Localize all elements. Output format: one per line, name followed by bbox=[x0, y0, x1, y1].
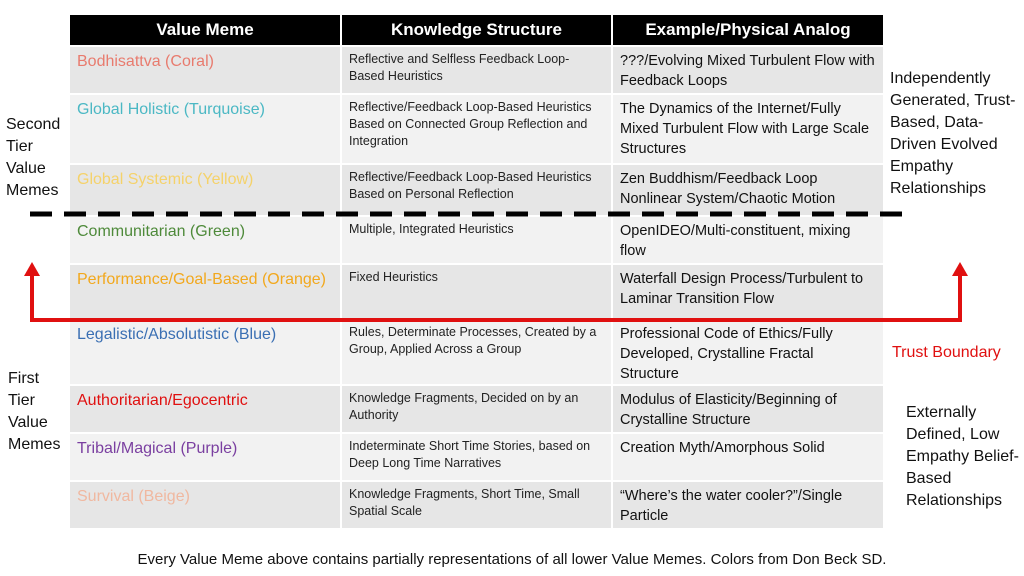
knowledge-cell: Indeterminate Short Time Stories, based on Deep Long Time Narratives bbox=[342, 432, 613, 480]
knowledge-cell: Knowledge Fragments, Short Time, Small Spatial Scale bbox=[342, 480, 613, 528]
trust-boundary-label: Trust Boundary bbox=[892, 344, 1001, 361]
analog-cell: OpenIDEO/Multi-constituent, mixing flow bbox=[613, 215, 883, 263]
meme-cell: Performance/Goal-Based (Orange) bbox=[70, 263, 342, 318]
meme-cell: Legalistic/Absolutistic (Blue) bbox=[70, 318, 342, 384]
analog-cell: The Dynamics of the Internet/Fully Mixed Turbulent Flow with Large Scale Structures bbox=[613, 93, 883, 163]
left-up-arrowhead bbox=[24, 262, 40, 276]
analog-cell: Creation Myth/Amorphous Solid bbox=[613, 432, 883, 480]
analog-cell: Waterfall Design Process/Turbulent to Laminar Transition Flow bbox=[613, 263, 883, 318]
trust-boundary-line bbox=[32, 272, 960, 320]
right-up-arrowhead bbox=[952, 262, 968, 276]
knowledge-cell: Multiple, Integrated Heuristics bbox=[342, 215, 613, 263]
meme-cell: Global Holistic (Turquoise) bbox=[70, 93, 342, 163]
analog-cell: ???/Evolving Mixed Turbulent Flow with Feedback Loops bbox=[613, 45, 883, 93]
header-knowledge-structure: Knowledge Structure bbox=[342, 15, 613, 45]
header-example-analog: Example/Physical Analog bbox=[613, 15, 883, 45]
knowledge-cell: Knowledge Fragments, Decided on by an Authority bbox=[342, 384, 613, 432]
meme-cell: Survival (Beige) bbox=[70, 480, 342, 528]
meme-cell: Communitarian (Green) bbox=[70, 215, 342, 263]
lower-relationships-label: Externally Defined, Low Empathy Belief-Based Relationships bbox=[906, 404, 1019, 509]
header-value-meme: Value Meme bbox=[70, 15, 342, 45]
meme-cell: Global Systemic (Yellow) bbox=[70, 163, 342, 215]
second-tier-label: Second Tier Value Memes bbox=[6, 116, 61, 199]
knowledge-cell: Rules, Determinate Processes, Created by a Group, Applied Across a Group bbox=[342, 318, 613, 384]
knowledge-cell: Fixed Heuristics bbox=[342, 263, 613, 318]
analog-cell: Zen Buddhism/Feedback Loop Nonlinear System/Chaotic Motion bbox=[613, 163, 883, 215]
first-tier-label: First Tier Value Memes bbox=[8, 370, 61, 453]
footer-note: Every Value Meme above contains partially representations of all lower Value Memes. Colors from Don Beck SD. bbox=[137, 551, 887, 568]
meme-cell: Bodhisattva (Coral) bbox=[70, 45, 342, 93]
meme-cell: Tribal/Magical (Purple) bbox=[70, 432, 342, 480]
meme-cell: Authoritarian/Egocentric bbox=[70, 384, 342, 432]
upper-relationships-label: Independently Generated, Trust-Based, Data-Driven Evolved Empathy Relationships bbox=[890, 70, 1016, 197]
analog-cell: Modulus of Elasticity/Beginning of Crystalline Structure bbox=[613, 384, 883, 432]
analog-cell: “Where’s the water cooler?”/Single Particle bbox=[613, 480, 883, 528]
knowledge-cell: Reflective/Feedback Loop-Based Heuristics Based on Connected Group Reflection and Integration bbox=[342, 93, 613, 163]
analog-cell: Professional Code of Ethics/Fully Developed, Crystalline Fractal Structure bbox=[613, 318, 883, 384]
knowledge-cell: Reflective and Selfless Feedback Loop-Based Heuristics bbox=[342, 45, 613, 93]
knowledge-cell: Reflective/Feedback Loop-Based Heuristics Based on Personal Reflection bbox=[342, 163, 613, 215]
